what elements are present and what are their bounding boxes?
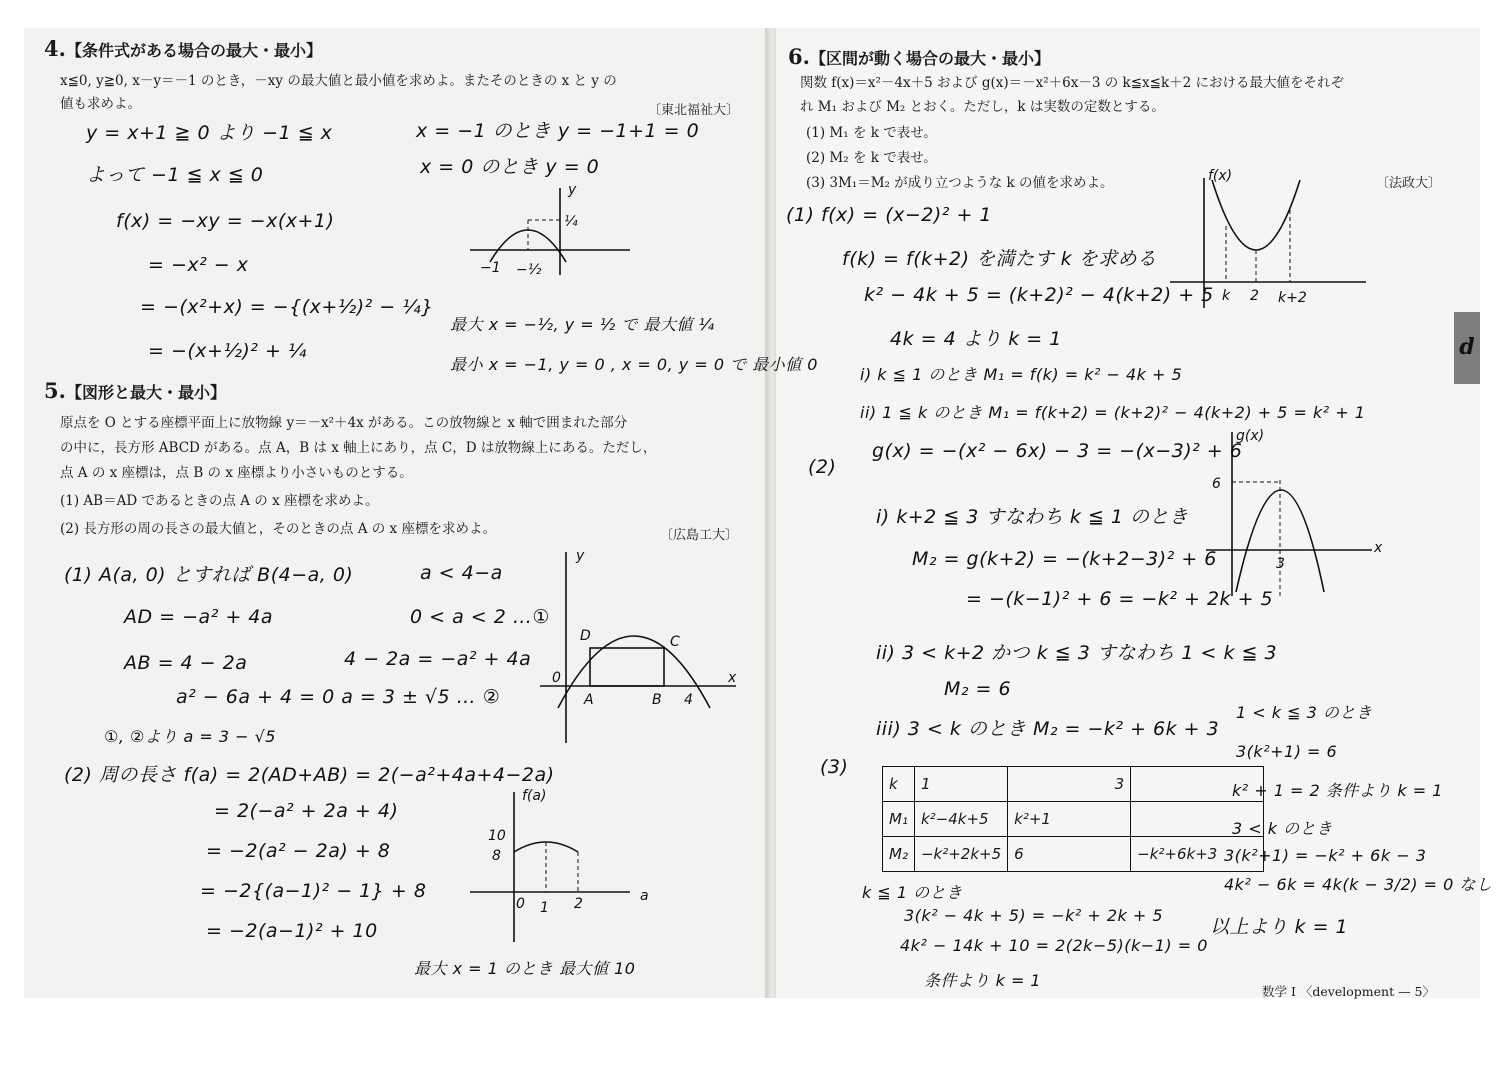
q4-text-line1: x≦0, y≧0, x－y＝－1 のとき，－xy の最大値と最小値を求めよ。またそのときの x と y の [60, 73, 617, 89]
q5-perimeter-graph [470, 782, 660, 942]
q5-graph2-eight: 8 [492, 848, 501, 864]
q6-graph2-three: 3 [1276, 556, 1285, 572]
q6-g-graph [1196, 428, 1386, 598]
q6-work-line: i) k+2 ≦ 3 すなわち k ≦ 1 のとき [876, 506, 1189, 528]
q5-graph2-ten: 10 [488, 828, 506, 844]
q5-sub1: (1) AB＝AD であるときの点 A の x 座標を求めよ。 [60, 493, 379, 509]
q6-work-line: 1 < k ≦ 3 のとき [1236, 703, 1373, 722]
q4-work-line: よって −1 ≦ x ≦ 0 [86, 164, 264, 186]
q6-work-line: M₂ = g(k+2) = −(k+2−3)² + 6 [912, 548, 1217, 570]
q5-graph2-one: 1 [540, 900, 549, 916]
q5-work-line: a < 4−a [420, 562, 503, 584]
table-row [883, 767, 1264, 802]
q5-number: 5. [44, 378, 66, 403]
q5-work-line: = −2(a² − 2a) + 8 [206, 840, 391, 862]
q6-final-answer: 以上より k = 1 [1210, 916, 1349, 938]
q4-text-line2: 値も求めよ。 [60, 96, 141, 112]
q5-work-line: = −2(a−1)² + 10 [206, 920, 378, 942]
q6-title [788, 44, 1050, 69]
q4-work-line: f(x) = −xy = −x(x+1) [116, 210, 335, 232]
q6-work-line: ii) 3 < k+2 かつ k ≦ 3 すなわち 1 < k ≦ 3 [876, 642, 1278, 664]
table-cell: k²−4k+5 [914, 802, 1007, 837]
q6-graph1-k2: k+2 [1278, 290, 1307, 306]
q6-summary-table [882, 766, 1264, 872]
q6-sub3: (3) 3M₁＝M₂ が成り立つような k の値を求めよ。 [806, 175, 1114, 191]
table-row [883, 837, 1264, 872]
q4-graph-x-half: −½ [516, 262, 542, 278]
q6-work-line: 3(k² − 4k + 5) = −k² + 2k + 5 [904, 906, 1164, 925]
q6-work-line: f(k) = f(k+2) を満たす k を求める [842, 248, 1157, 270]
q5-graph-origin: 0 [552, 670, 561, 686]
q5-graph2-y-label: f(a) [522, 788, 547, 804]
table-cell: −k²+6k+3 [1131, 837, 1264, 872]
q6-work-line: k² + 1 = 2 条件より k = 1 [1232, 781, 1443, 800]
q4-parabola-graph [470, 180, 640, 280]
q5-text-line1: 原点を O とする座標平面上に放物線 y＝－x²＋4x がある。この放物線と x 軸で囲まれた部分 [60, 415, 628, 431]
q5-work-line: a² − 6a + 4 = 0 a = 3 ± √5 … ② [176, 686, 501, 708]
q4-title [44, 36, 322, 61]
q4-work-line: x = 0 のとき y = 0 [420, 156, 600, 178]
q6-work-line: (2) [808, 456, 837, 478]
table-cell: −k²+2k+5 [914, 837, 1007, 872]
q6-sub1: (1) M₁ を k で表せ。 [806, 125, 937, 141]
q6-graph1-two: 2 [1250, 288, 1259, 304]
q6-graph1-k: k [1222, 288, 1231, 304]
q5-graph-x-label: x [728, 670, 737, 686]
q6-work-line: 4k² − 6k = 4k(k − 3/2) = 0 なし [1224, 875, 1493, 894]
q6-work-line: 4k² − 14k + 10 = 2(2k−5)(k−1) = 0 [900, 936, 1208, 955]
table-cell: 6 [1008, 837, 1131, 872]
q5-graph-point-a: A [584, 692, 594, 708]
q4-work-min: 最小 x = −1, y = 0 , x = 0, y = 0 で 最小値 0 [450, 355, 818, 374]
q5-work-line: 最大 x = 1 のとき 最大値 10 [414, 959, 636, 978]
q6-work-line: 3 < k のとき [1232, 819, 1333, 838]
q6-work-line: 3(k²+1) = 6 [1236, 742, 1338, 761]
q5-work-line: 0 < a < 2 …① [410, 606, 550, 628]
q6-work-line: 3(k²+1) = −k² + 6k − 3 [1224, 846, 1427, 865]
q6-work-line: M₂ = 6 [944, 678, 1012, 700]
q5-graph-point-b: B [652, 692, 662, 708]
q6-work-line: (3) [820, 756, 849, 778]
q6-graph1-y-label: f(x) [1208, 168, 1233, 184]
q4-title-text: 【条件式がある場合の最大・最小】 [65, 41, 322, 60]
q5-graph2-x-label: a [640, 888, 649, 904]
q5-text-line3: 点 A の x 座標は，点 B の x 座標より小さいものとする。 [60, 465, 413, 481]
q6-sub2: (2) M₂ を k で表せ。 [806, 150, 937, 166]
q4-work-max: 最大 x = −½, y = ½ で 最大値 ¼ [450, 315, 715, 334]
q6-graph2-six: 6 [1212, 476, 1221, 492]
table-row [883, 802, 1264, 837]
q5-work-line: AB = 4 − 2a [124, 652, 248, 674]
q6-work-line: 4k = 4 より k = 1 [890, 328, 1062, 350]
q6-graph2-x-label: x [1374, 540, 1383, 556]
q6-graph2-y-label: g(x) [1236, 428, 1265, 444]
table-cell: k [883, 767, 915, 802]
table-cell: 3 [1008, 767, 1131, 802]
q6-work-line: g(x) = −(x² − 6x) − 3 = −(x−3)² + 6 [872, 440, 1243, 462]
q5-work-line: AD = −a² + 4a [124, 606, 274, 628]
q6-work-line: 条件より k = 1 [924, 971, 1042, 990]
q6-work-line: k² − 4k + 5 = (k+2)² − 4(k+2) + 5 [864, 284, 1214, 306]
q5-work-line: 4 − 2a = −a² + 4a [344, 648, 532, 670]
table-cell: M₁ [883, 802, 915, 837]
q5-text-line2: の中に，長方形 ABCD がある。点 A，B は x 軸上にあり，点 C，D は放物線上にある。ただし， [60, 440, 657, 456]
chapter-tab-letter: d [1459, 334, 1475, 360]
q4-graph-x-minus1: −1 [480, 260, 501, 276]
q6-text-line1: 関数 f(x)＝x²－4x＋5 および g(x)＝－x²＋6x－3 の k≦x≦k＋2 における最大値をそれぞ [800, 75, 1345, 91]
page-footer: 数学 I 〈development — 5〉 [1262, 984, 1435, 999]
q6-work-line: = −(k−1)² + 6 = −k² + 2k + 5 [966, 588, 1274, 610]
q6-work-line: ii) 1 ≦ k のとき M₁ = f(k+2) = (k+2)² − 4(k+2) + 5 = k² + 1 [860, 403, 1366, 422]
q5-work-line: = 2(−a² + 2a + 4) [214, 800, 399, 822]
q6-work-line: (1) f(x) = (x−2)² + 1 [786, 204, 992, 226]
q5-work-line: (1) A(a, 0) とすれば B(4−a, 0) [64, 564, 354, 586]
q4-work-line: = −x² − x [148, 254, 249, 276]
q6-text-line2: れ M₁ および M₂ とおく。ただし，k は実数の定数とする。 [800, 99, 1165, 115]
q5-work-line: ①, ②より a = 3 − √5 [104, 727, 276, 746]
q5-graph2-zero: 0 [516, 896, 525, 912]
q6-source: 〔法政大〕 [1376, 176, 1442, 191]
q5-source: 〔広島工大〕 [660, 528, 739, 543]
q5-work-line: (2) 周の長さ f(a) = 2(AD+AB) = 2(−a²+4a+4−2a) [64, 764, 555, 786]
q6-work-line: k ≦ 1 のとき [862, 883, 963, 902]
q5-graph2-two: 2 [574, 896, 583, 912]
table-cell: k²+1 [1008, 802, 1131, 837]
q5-work-line: = −2{(a−1)² − 1} + 8 [200, 880, 427, 902]
q6-work-line: iii) 3 < k のとき M₂ = −k² + 6k + 3 [876, 718, 1220, 740]
q5-graph-x-four: 4 [684, 692, 693, 708]
q4-graph-y-quarter: ¼ [564, 214, 578, 230]
q4-work-line: y = x+1 ≧ 0 より −1 ≦ x [86, 122, 333, 144]
q6-f-graph [1160, 170, 1370, 310]
q5-graph-point-d: D [580, 628, 591, 644]
q5-rectangle-graph [540, 548, 740, 748]
q5-graph-point-c: C [670, 634, 680, 650]
table-cell [1131, 802, 1264, 837]
q4-number: 4. [44, 36, 66, 61]
table-cell [1131, 767, 1264, 802]
q5-title-text: 【図形と最大・最小】 [65, 383, 226, 402]
q4-work-line: = −(x+½)² + ¼ [148, 340, 307, 362]
q4-source: 〔東北福祉大〕 [648, 103, 740, 118]
q5-title [44, 378, 226, 403]
q4-work-line: = −(x²+x) = −{(x+½)² − ¼} [140, 296, 434, 318]
q4-work-line: x = −1 のとき y = −1+1 = 0 [416, 120, 700, 142]
q5-sub2: (2) 長方形の周の長さの最大値と，そのときの点 A の x 座標を求めよ。 [60, 521, 496, 537]
table-cell: M₂ [883, 837, 915, 872]
chapter-tab [1454, 312, 1480, 384]
q6-number: 6. [788, 44, 810, 69]
q6-work-line: i) k ≦ 1 のとき M₁ = f(k) = k² − 4k + 5 [860, 365, 1183, 384]
table-cell: 1 [914, 767, 1007, 802]
q6-title-text: 【区間が動く場合の最大・最小】 [809, 49, 1050, 68]
q4-graph-y-label: y [568, 182, 577, 198]
q5-graph-y-label: y [576, 548, 585, 564]
